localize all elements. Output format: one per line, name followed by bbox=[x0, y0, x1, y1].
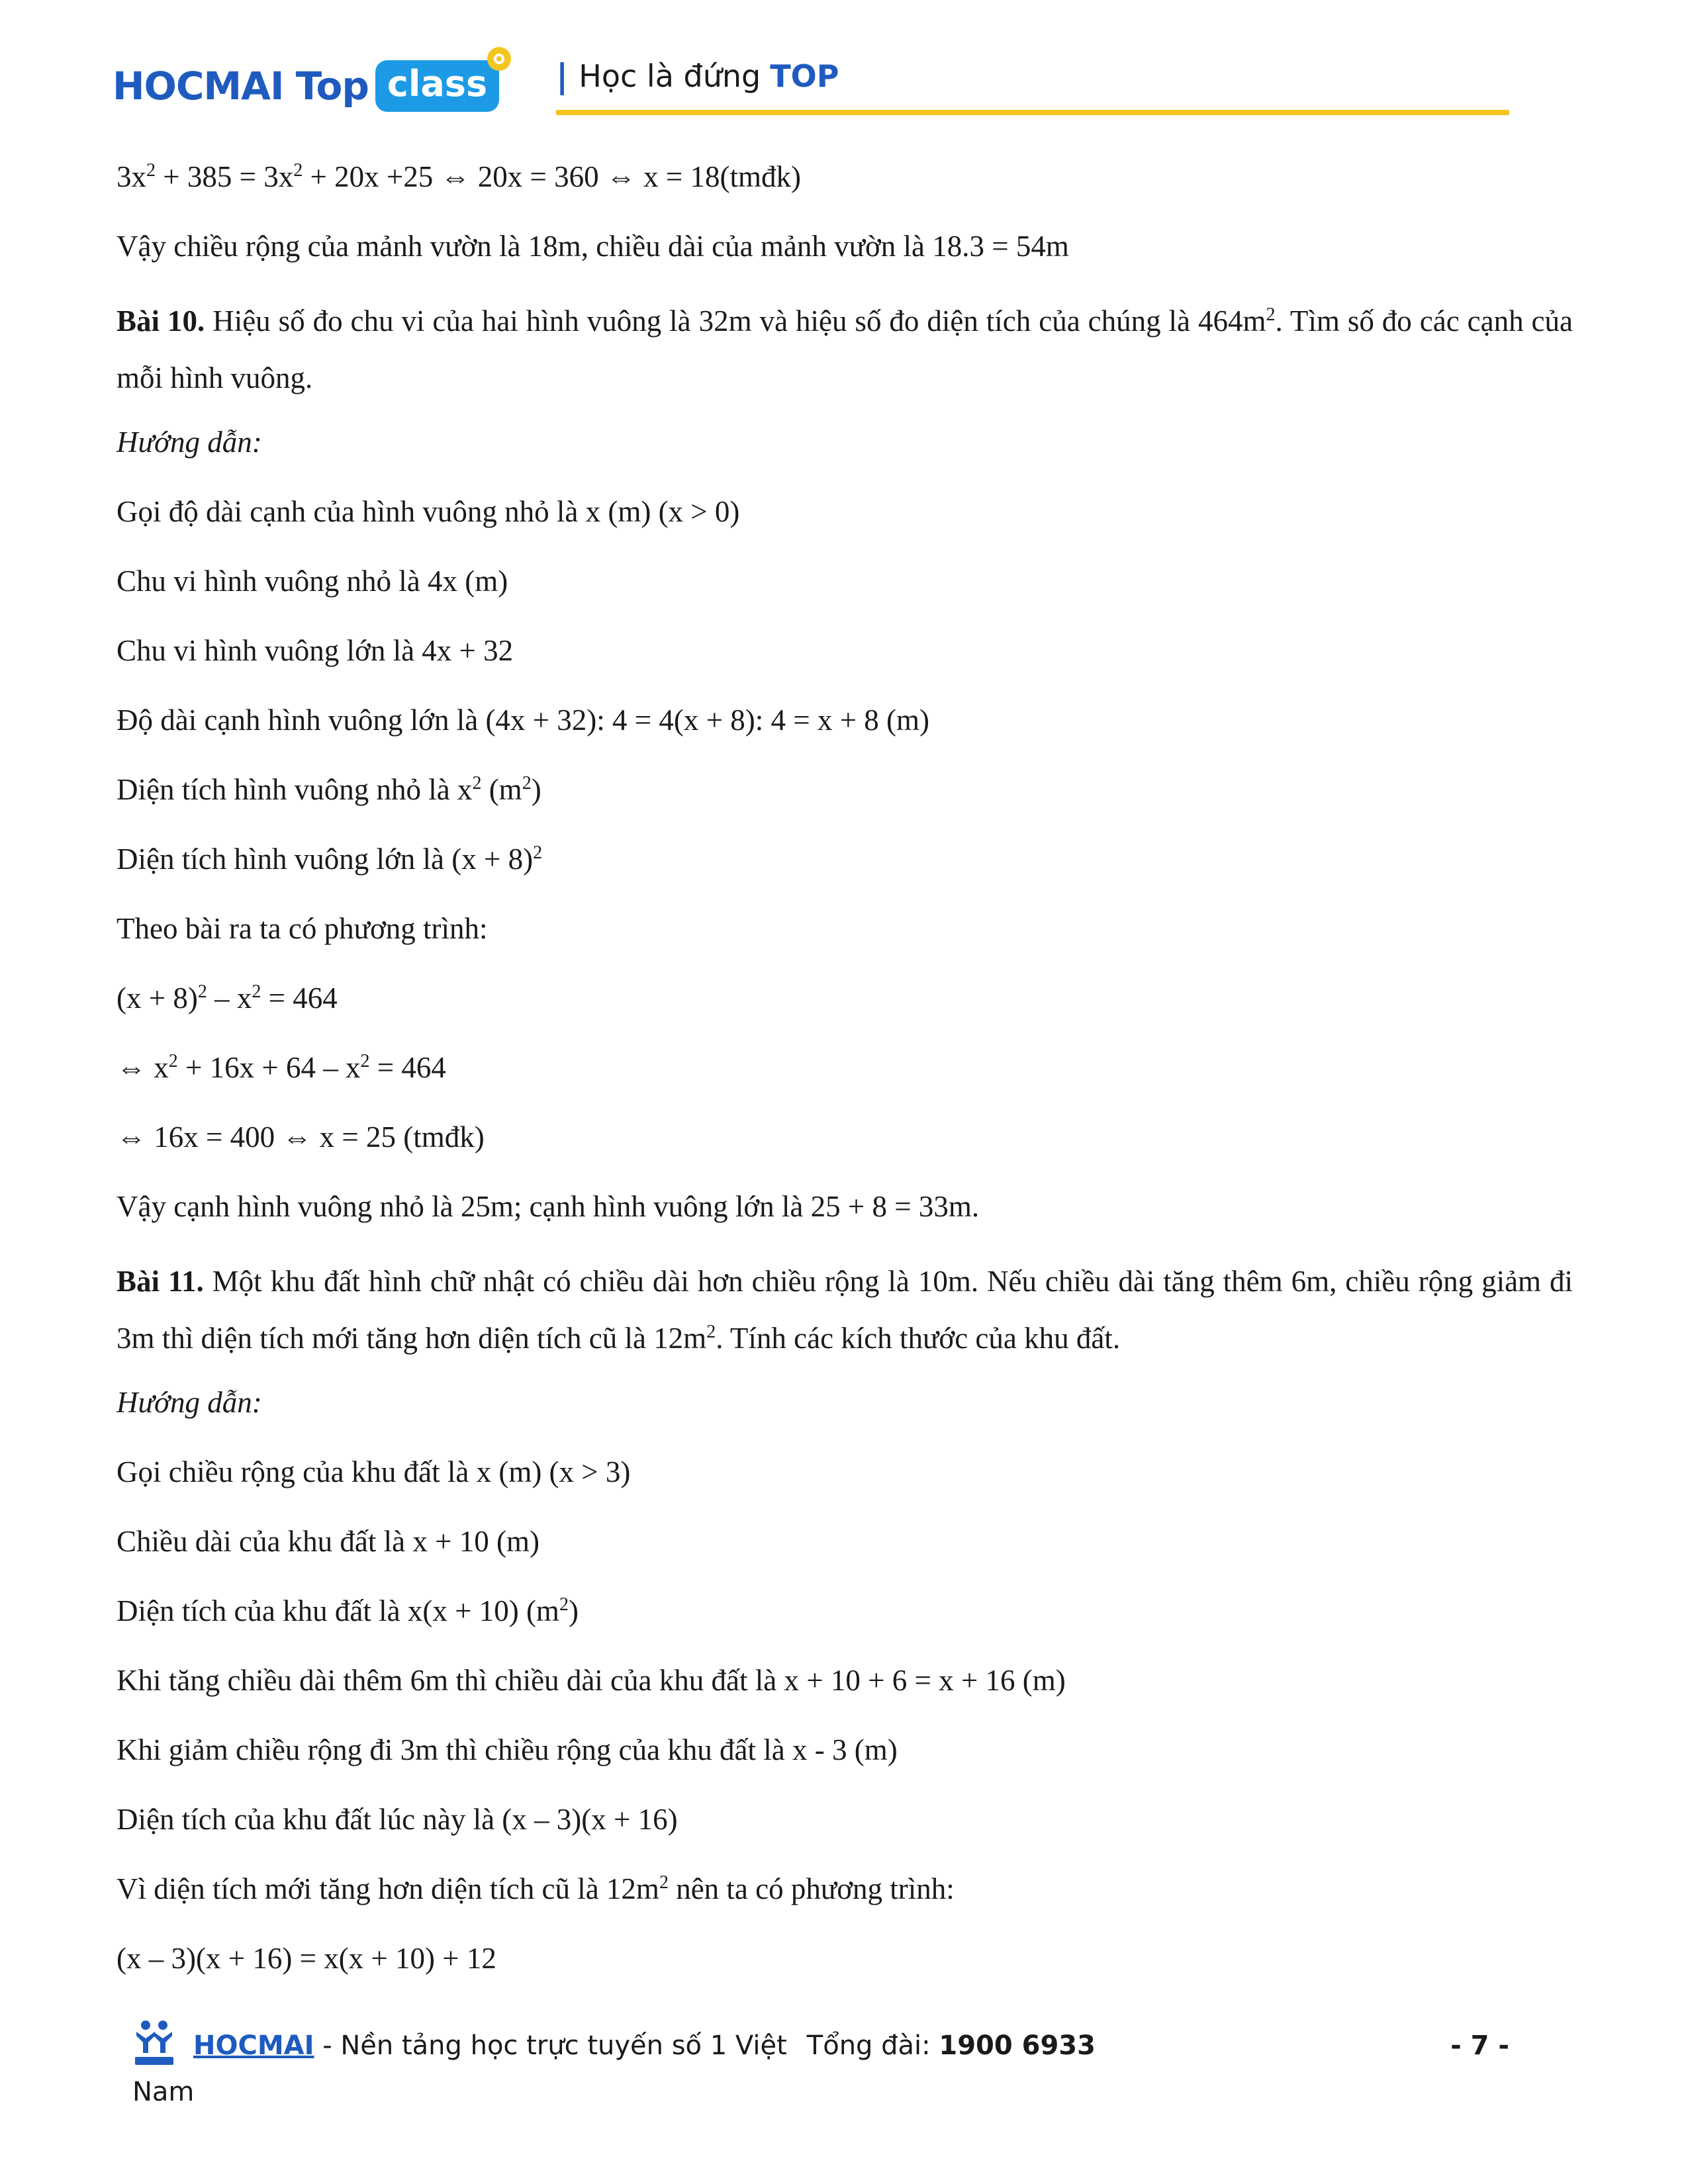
footer-brand-link[interactable]: HOCMAI bbox=[193, 2030, 314, 2061]
text-run: 3x bbox=[117, 160, 146, 193]
superscript: 2 bbox=[706, 1322, 716, 1342]
header-rule bbox=[556, 110, 1509, 115]
text-run: Vì diện tích mới tăng hơn diện tích cũ là 12m bbox=[117, 1872, 659, 1905]
exercise-10-label: Bài 10. bbox=[117, 304, 205, 338]
conclusion-line-1: Vậy chiều rộng của mảnh vườn là 18m, chiều dài của mảnh vườn là 18.3 = 54m bbox=[117, 230, 1069, 263]
solution-10-step-3: Chu vi hình vuông lớn là 4x + 32 bbox=[117, 634, 514, 667]
solution-10-step-4: Độ dài cạnh hình vuông lớn là (4x + 32): 4 = 4(x + 8): 4 = x + 8 (m) bbox=[117, 704, 930, 737]
solution-11-equation-1: (x – 3)(x + 16) = x(x + 10) + 12 bbox=[117, 1942, 496, 1975]
page-header bbox=[113, 40, 1509, 119]
superscript: 2 bbox=[659, 1872, 669, 1893]
superscript: 2 bbox=[252, 981, 261, 1002]
text-run: (x + 8) bbox=[117, 981, 198, 1015]
tagline-top-text: TOP bbox=[770, 58, 839, 94]
logo-hocmai-text: HOCMAI bbox=[113, 64, 284, 109]
solution-10-equation-2 bbox=[117, 1044, 1573, 1114]
superscript: 2 bbox=[533, 842, 543, 863]
logo-top-text: Top bbox=[295, 64, 369, 109]
solution-10-step-7: Theo bài ra ta có phương trình: bbox=[117, 912, 488, 945]
star-icon bbox=[485, 44, 514, 73]
superscript: 2 bbox=[1266, 304, 1276, 325]
solution-10-step-2: Chu vi hình vuông nhỏ là 4x (m) bbox=[117, 565, 508, 598]
footer-info bbox=[193, 2030, 1096, 2061]
text-run: ) bbox=[531, 773, 541, 806]
solution-10-step-5 bbox=[117, 766, 1573, 836]
hocmai-topclass-logo[interactable] bbox=[113, 53, 499, 119]
superscript: 2 bbox=[360, 1051, 370, 1071]
superscript: 2 bbox=[472, 773, 482, 794]
equation-line-1 bbox=[117, 154, 1573, 223]
text-run: Diện tích hình vuông lớn là (x + 8) bbox=[117, 842, 534, 876]
text-run: ) bbox=[568, 1594, 579, 1627]
exercise-10-text-end: . Tìm số đo các cạnh của mỗi hình vuông. bbox=[117, 304, 1573, 394]
page-number: - 7 - bbox=[1450, 2030, 1509, 2061]
solution-11-step-6: Diện tích của khu đất lúc này là (x – 3)(x + 16) bbox=[117, 1803, 678, 1836]
header-tagline bbox=[556, 57, 839, 95]
superscript: 2 bbox=[146, 160, 156, 181]
text-run: + 385 = 3x bbox=[156, 160, 294, 193]
superscript: 2 bbox=[559, 1594, 569, 1615]
solution-10-equation-1 bbox=[117, 975, 1573, 1044]
text-run: Diện tích hình vuông nhỏ là x bbox=[117, 773, 473, 806]
exercise-11-label: Bài 11. bbox=[117, 1265, 204, 1298]
footer-slogan: - Nền tảng học trực tuyến số 1 Việt bbox=[314, 2030, 787, 2061]
text-run: (m bbox=[481, 773, 522, 806]
solution-10-conclusion: Vậy cạnh hình vuông nhỏ là 25m; cạnh hình vuông lớn là 25 + 8 = 33m. bbox=[117, 1190, 980, 1223]
text-run: + 16x + 64 – x bbox=[177, 1051, 361, 1084]
solution-11-step-7 bbox=[117, 1866, 1573, 1935]
exercise-11 bbox=[117, 1253, 1573, 1367]
solution-10-equation-3: ⇔ 16x = 400 ⇔ x = 25 (tmđk) bbox=[117, 1120, 485, 1154]
exercise-10-text: Hiệu số đo chu vi của hai hình vuông là 32m và hiệu số đo diện tích của chúng là 464m bbox=[205, 304, 1266, 338]
text-run: + 20x +25 ⇔ 20x = 360 ⇔ x = 18(tmđk) bbox=[303, 160, 802, 193]
solution-10-step-6 bbox=[117, 836, 1573, 905]
logo-class-badge bbox=[375, 60, 499, 112]
exercise-10 bbox=[117, 293, 1573, 406]
page-footer bbox=[132, 2019, 1509, 2151]
text-run: = 464 bbox=[261, 981, 338, 1015]
footer-phone-label: Tổng đài: bbox=[806, 2030, 939, 2061]
exercise-11-text: Một khu đất hình chữ nhật có chiều dài hơn chiều rộng là 10m. Nếu chiều dài tăng thêm 6m, chiều rộng giảm đi 3m thì diện tích mới tăng hơn diện tích cũ là 12m bbox=[117, 1265, 1573, 1355]
exercise-11-text-end: . Tính các kích thước của khu đất. bbox=[716, 1322, 1121, 1355]
superscript: 2 bbox=[168, 1051, 178, 1071]
text-run: ⇔ x bbox=[117, 1051, 169, 1084]
superscript: 2 bbox=[197, 981, 207, 1002]
guide-heading-1: Hướng dẫn: bbox=[117, 426, 262, 459]
tagline-text: Học là đứng bbox=[579, 58, 761, 94]
solution-11-step-5: Khi giảm chiều rộng đi 3m thì chiều rộng của khu đất là x - 3 (m) bbox=[117, 1733, 898, 1766]
text-run: nên ta có phương trình: bbox=[668, 1872, 955, 1905]
superscript: 2 bbox=[522, 773, 532, 794]
guide-heading-2: Hướng dẫn: bbox=[117, 1386, 262, 1419]
text-run: = 464 bbox=[369, 1051, 446, 1084]
text-run: Diện tích của khu đất là x(x + 10) (m bbox=[117, 1594, 559, 1627]
logo-class-text: class bbox=[387, 63, 488, 105]
superscript: 2 bbox=[293, 160, 303, 181]
solution-11-step-1: Gọi chiều rộng của khu đất là x (m) (x > 3) bbox=[117, 1455, 631, 1488]
solution-10-step-1: Gọi độ dài cạnh của hình vuông nhỏ là x (m) (x > 0) bbox=[117, 495, 740, 528]
footer-phone: 1900 6933 bbox=[939, 2030, 1096, 2061]
solution-11-step-3 bbox=[117, 1588, 1573, 1657]
text-run: – x bbox=[207, 981, 252, 1015]
footer-slogan-wrap: Nam bbox=[132, 2077, 195, 2107]
solution-11-step-2: Chiều dài của khu đất là x + 10 (m) bbox=[117, 1525, 539, 1558]
solution-11-step-4: Khi tăng chiều dài thêm 6m thì chiều dài của khu đất là x + 10 + 6 = x + 16 (m) bbox=[117, 1664, 1066, 1697]
document-body bbox=[117, 154, 1573, 2005]
hocmai-people-icon bbox=[132, 2019, 176, 2068]
tagline-divider: | bbox=[556, 57, 569, 95]
